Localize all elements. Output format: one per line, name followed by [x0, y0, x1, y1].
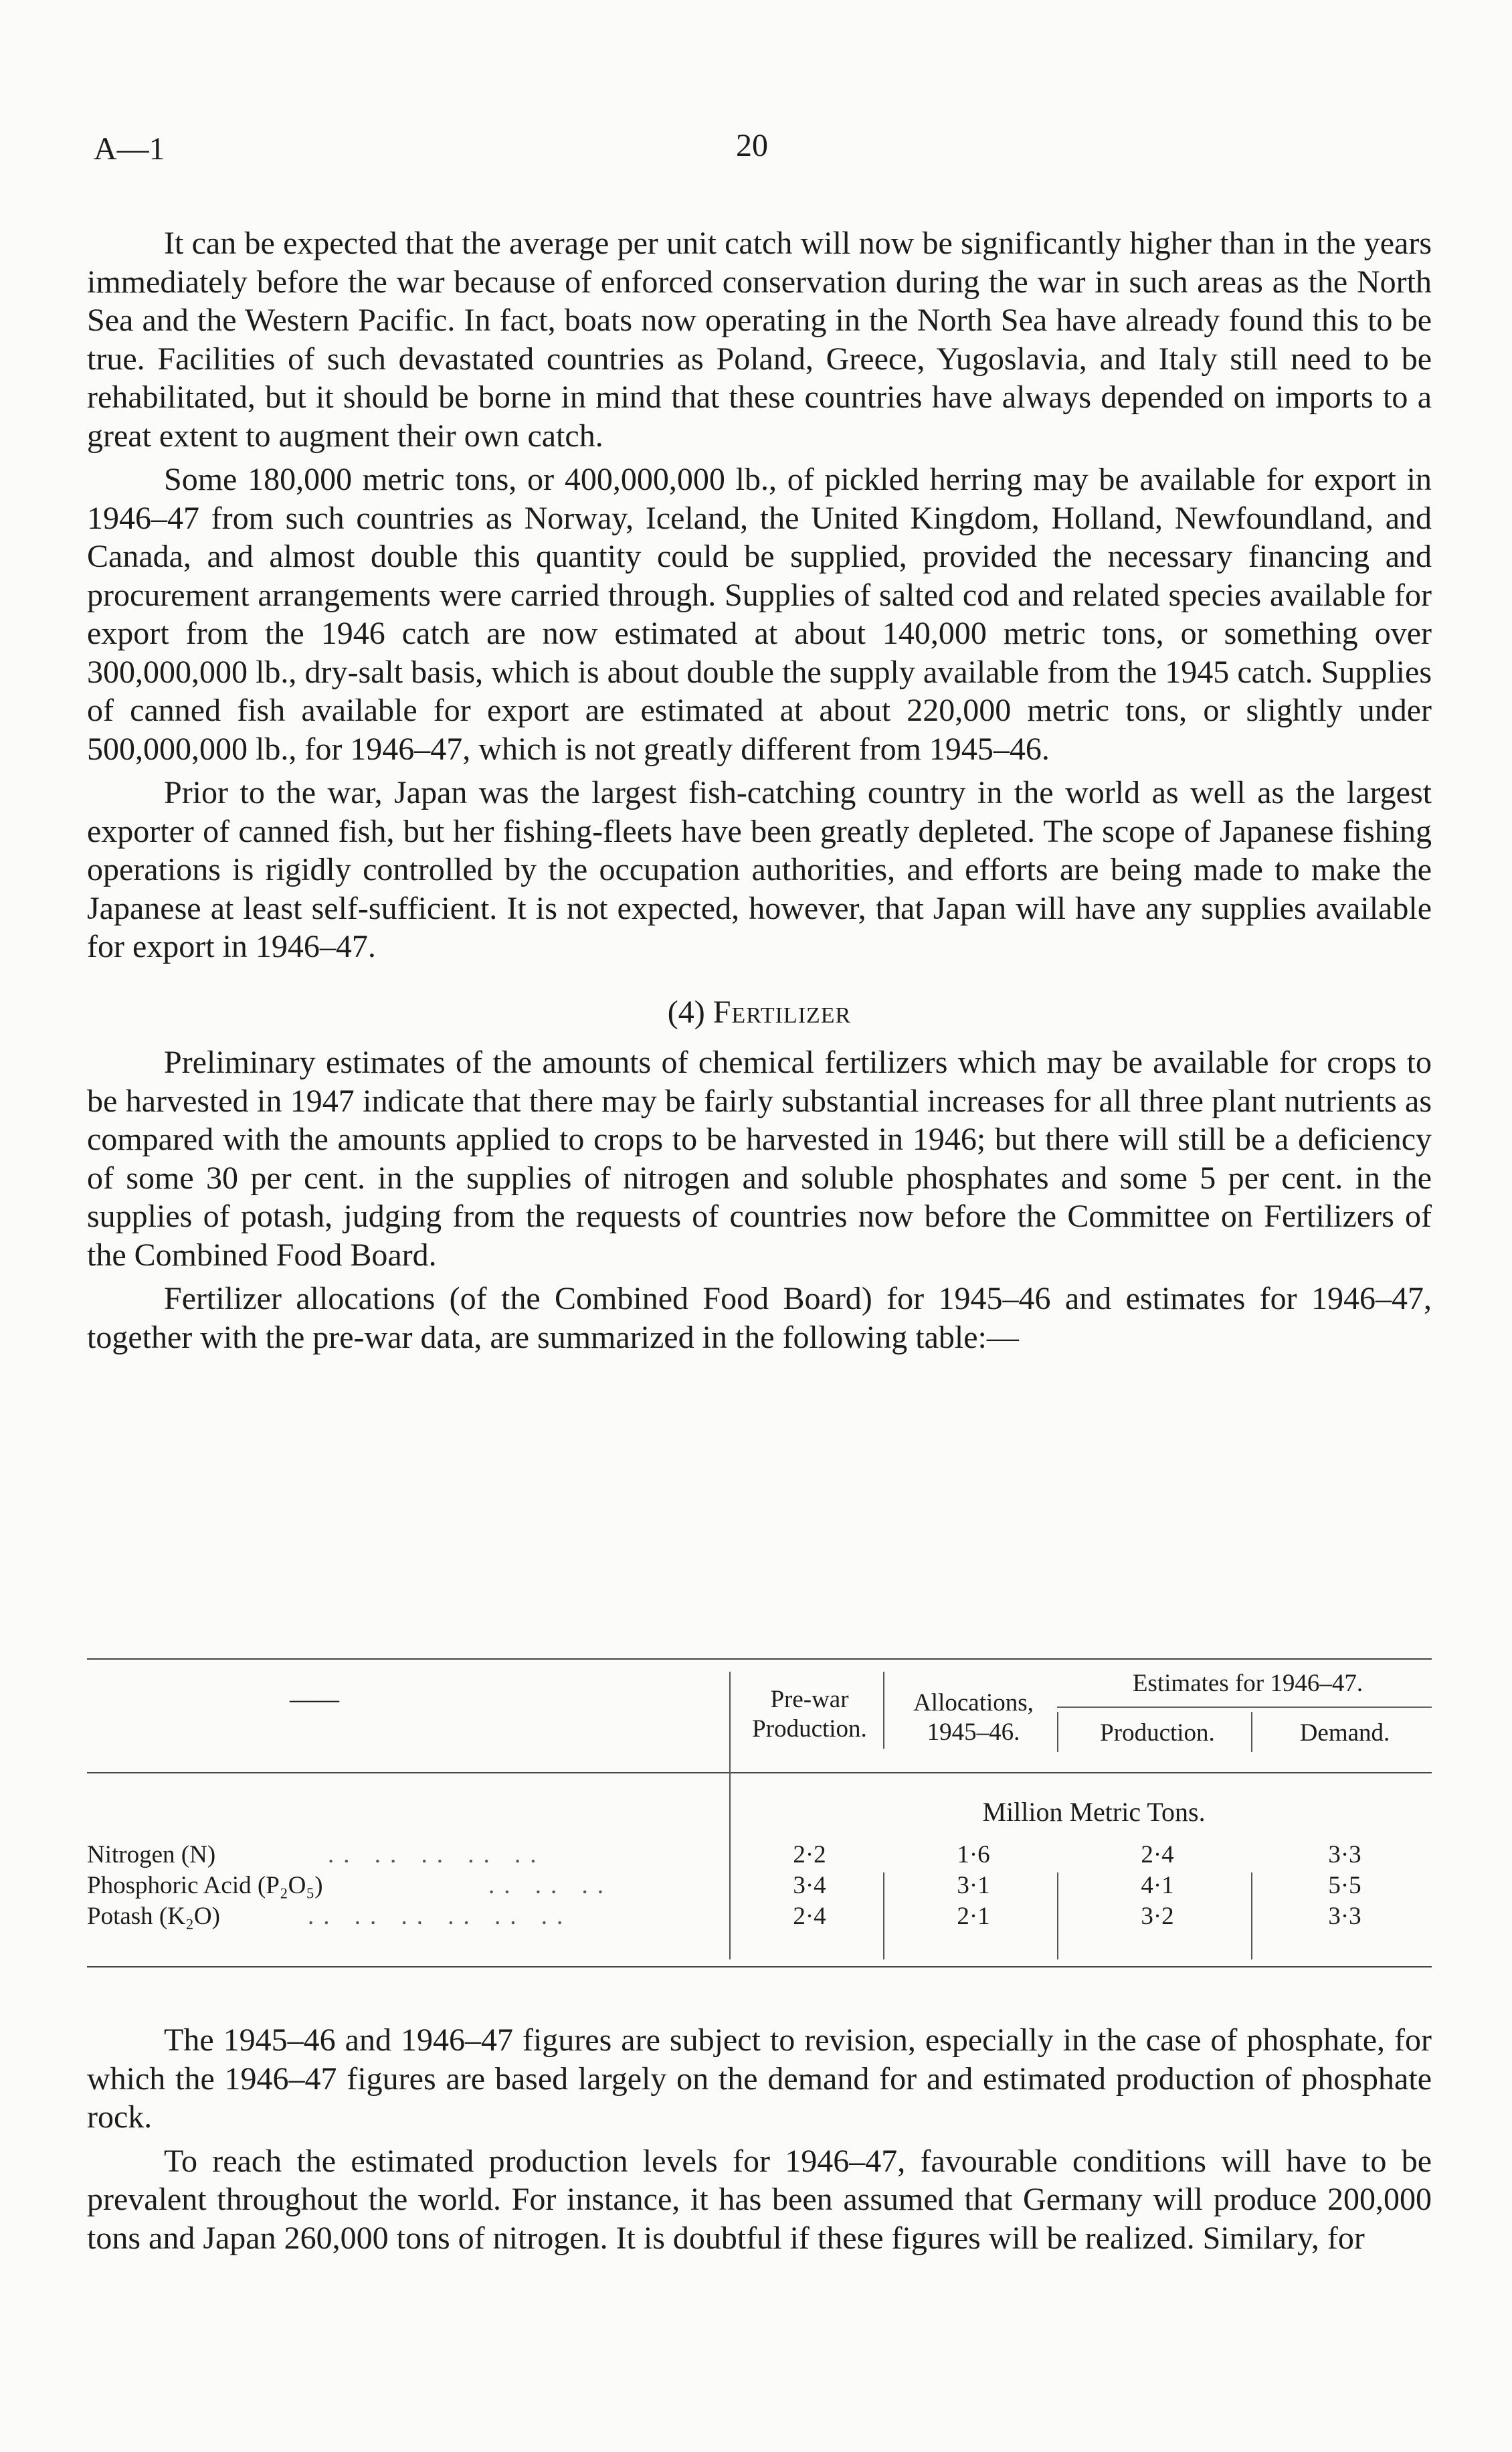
table-corner: ——: [290, 1686, 339, 1713]
header-estimates: Estimates for 1946–47.: [1132, 1670, 1363, 1697]
leader-dots: .. .. .. .. .. ..: [308, 1903, 573, 1930]
document-reference: A—1: [94, 131, 165, 167]
row-label: Potash (K₂O): [87, 1903, 220, 1930]
cell-allocations: 2·1: [957, 1903, 990, 1930]
row-label: Nitrogen (N): [87, 1841, 216, 1868]
leader-dots: .. .. .. .. ..: [328, 1841, 546, 1868]
paragraph: Fertilizer allocations (of the Combined Food Board) for 1945–46 and estimates for 1946–47, together with the pre-war data, are summarized in the following table:—: [87, 1281, 1432, 1355]
cell-allocations: 3·1: [957, 1872, 990, 1899]
cell-demand: 3·3: [1328, 1903, 1361, 1930]
cell-prewar: 3·4: [793, 1872, 826, 1899]
cell-production: 3·2: [1141, 1903, 1174, 1930]
header-demand: Demand.: [1299, 1719, 1390, 1747]
cell-allocations: 1·6: [957, 1841, 990, 1868]
section-heading: [87, 993, 1432, 1032]
section-title: Fertilizer: [713, 994, 852, 1030]
units-label: Million Metric Tons.: [982, 1797, 1206, 1827]
body-section-after-table: [87, 2021, 1432, 2263]
cell-demand: 3·3: [1328, 1841, 1361, 1868]
header-production: Production.: [1100, 1719, 1215, 1747]
cell-prewar: 2·2: [793, 1841, 826, 1868]
paragraph: Some 180,000 metric tons, or 400,000,000 lb., of pickled herring may be available for export in 1946–47 from such countries as Norway, Iceland, the United Kingdom, Holland, Newfoundland, and Canada, and almost double this quantity could be supplied, provided the necessary financing and procurement arrangements were carried through. Supplies of salted cod and related species available for export from the 1946 catch are now estimated at about 140,000 metric tons, or something over 300,000,000 lb., dry-salt basis, which is about double the supply available from the 1945 catch. Supplies of canned fish available for export are estimated at about 220,000 metric tons, or slightly under 500,000,000 lb., for 1946–47, which is not greatly different from 1945–46.: [87, 462, 1432, 767]
paragraph: It can be expected that the average per unit catch will now be significantly higher than in the years immediately before the war because of enforced conservation during the war in such areas as the North Sea and the Western Pacific. In fact, boats now operating in the North Sea have already found this to be true. Facilities of such devastated countries as Poland, Greece, Yugoslavia, and Italy still need to be rehabilitated, but it should be borne in mind that these countries have always depended on imports to a great extent to augment their own catch.: [87, 226, 1432, 454]
cell-production: 2·4: [1141, 1841, 1174, 1868]
header-allocations: Allocations, 1945–46.: [913, 1689, 1034, 1746]
fertilizer-table: [87, 1658, 1432, 1967]
page-number: 20: [736, 128, 768, 163]
paragraph: Prior to the war, Japan was the largest fish-catching country in the world as well as the largest exporter of canned fish, but her fishing-fleets have been greatly depleted. The scope of Japanese fishing operations is rigidly controlled by the occupation authorities, and efforts are being made to make the Japanese at least self-sufficient. It is not expected, however, that Japan will have any supplies available for export in 1946–47.: [87, 775, 1432, 964]
leader-dots: .. .. ..: [488, 1872, 613, 1899]
row-label: Phosphoric Acid (P₂O₅): [87, 1872, 323, 1899]
cell-production: 4·1: [1141, 1872, 1174, 1899]
paragraph: Preliminary estimates of the amounts of chemical fertilizers which may be available for crops to be harvested in 1947 indicate that there may be fairly substantial increases for all three plant nutrients as compared with the amounts applied to crops to be harvested in 1946; but there will still be a deficiency of some 30 per cent. in the supplies of nitrogen and soluble phosphates and some 5 per cent. in the supplies of potash, judging from the requests of countries now before the Committee on Fertilizers of the Combined Food Board.: [87, 1045, 1432, 1273]
section-number: (4): [667, 994, 705, 1030]
cell-prewar: 2·4: [793, 1903, 826, 1930]
paragraph: The 1945–46 and 1946–47 figures are subject to revision, especially in the case of phosphate, for which the 1946–47 figures are based largely on the demand for and estimated production of phosphate rock.: [87, 2022, 1432, 2135]
body-section-fish: [87, 224, 1432, 1362]
cell-demand: 5·5: [1328, 1872, 1361, 1899]
header-prewar: Pre-war Production.: [752, 1686, 867, 1743]
paragraph: To reach the estimated production levels for 1946–47, favourable conditions will have to be prevalent throughout the world. For instance, it has been assumed that Germany will produce 200,000 tons and Japan 260,000 tons of nitrogen. It is doubtful if these figures will be realized. Similary, for: [87, 2143, 1432, 2256]
